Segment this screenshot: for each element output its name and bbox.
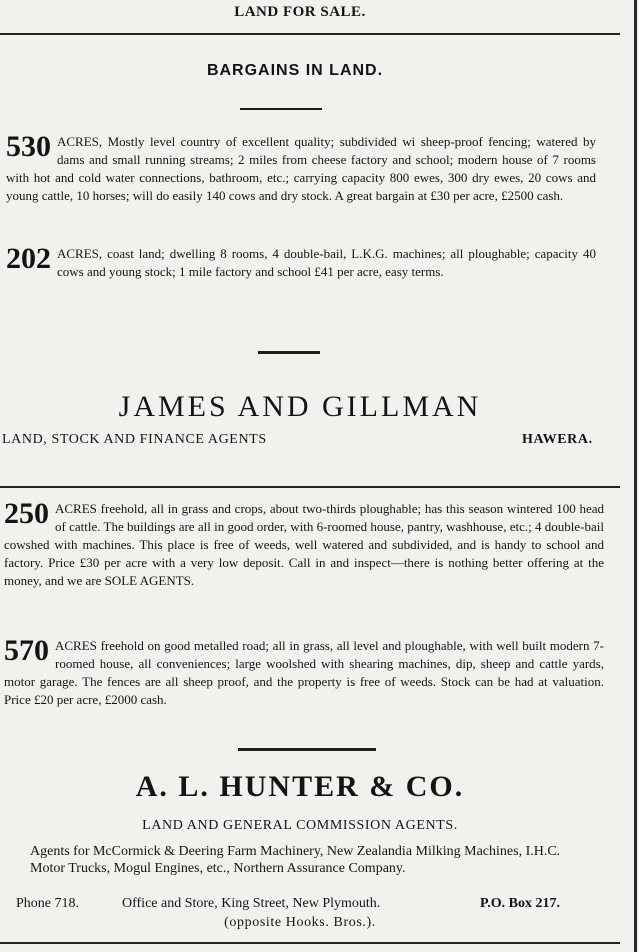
- listing-number: 202: [6, 242, 51, 275]
- agent-subtitle: LAND, STOCK AND FINANCE AGENTS: [2, 432, 267, 447]
- agent-name-james-gillman: JAMES AND GILLMAN: [118, 390, 482, 423]
- listing-number: 570: [4, 634, 49, 667]
- agent-location: HAWERA.: [522, 432, 593, 447]
- page-header: LAND FOR SALE.: [234, 4, 366, 20]
- listing-text: ACRES, coast land; dwelling 8 rooms, 4 double-bail, L.K.G. machines; all ploughable; capacity 40 cows and young stock; 1 mile factory and school £41 per acre, easy terms.: [57, 246, 596, 279]
- listing-number: 250: [4, 497, 49, 530]
- agent-name-hunter: A. L. HUNTER & CO.: [135, 770, 465, 803]
- listing-570: [4, 634, 604, 709]
- divider-rule: [258, 351, 320, 354]
- office-address: Office and Store, King Street, New Plymouth.: [122, 896, 381, 911]
- listing-text: ACRES freehold on good metalled road; all in grass, all level and ploughable, with well built modern 7-roomed house, all conveniences; large woolshed with shearing machines, dip, sheep and cattle yards, motor garage. The fences are all sheep proof, and the property is free of weeds. Stock can be had at valuation. Price £20 per acre, £2000 cash.: [4, 638, 604, 707]
- hunter-agents-for: Agents for McCormick & Deering Farm Machinery, New Zealandia Milking Machines, I.H.C. Motor Trucks, Mogul Engines, etc., Northern Assurance Company.: [30, 844, 561, 876]
- phone-number: Phone 718.: [16, 896, 79, 911]
- listing-202: [6, 242, 596, 281]
- section1-heading: BARGAINS IN LAND.: [206, 62, 384, 79]
- listing-530: [6, 130, 596, 205]
- header-rule: [0, 33, 620, 35]
- hunter-subtitle: LAND AND GENERAL COMMISSION AGENTS.: [142, 818, 458, 833]
- hunter-opposite: (opposite Hooks. Bros.).: [224, 915, 376, 930]
- divider-rule: [238, 748, 376, 751]
- section1-rule: [240, 108, 322, 110]
- footer-rule: [0, 942, 620, 944]
- listing-text: ACRES freehold, all in grass and crops, about two-thirds ploughable; has this season wintered 100 head of cattle. The buildings are all in good order, with 6-roomed house, pantry, washhouse, etc.; 4 double-bail cowshed with machines. This place is free of weeds, well watered and subdivided, and is handy to school and factory. Price £30 per acre with a very low deposit. Call in and inspect—there is nothing better offering at the money, and we are SOLE AGENTS.: [4, 501, 604, 588]
- listing-number: 530: [6, 130, 51, 163]
- page-edge: [634, 0, 637, 952]
- section2-rule: [0, 486, 620, 488]
- po-box: P.O. Box 217.: [480, 896, 560, 911]
- listing-text: ACRES, Mostly level country of excellent quality; subdivided wi sheep-proof fencing; watered by dams and small running streams; 2 miles from cheese factory and school; modern house of 7 rooms with hot and cold water connections, bathroom, etc.; carrying capacity 800 ewes, 300 dry ewes, 20 cows and young cattle, 10 horses; will do easily 140 cows and dry stock. A great bargain at £30 per acre, £2500 cash.: [6, 134, 596, 203]
- listing-250: [4, 497, 604, 590]
